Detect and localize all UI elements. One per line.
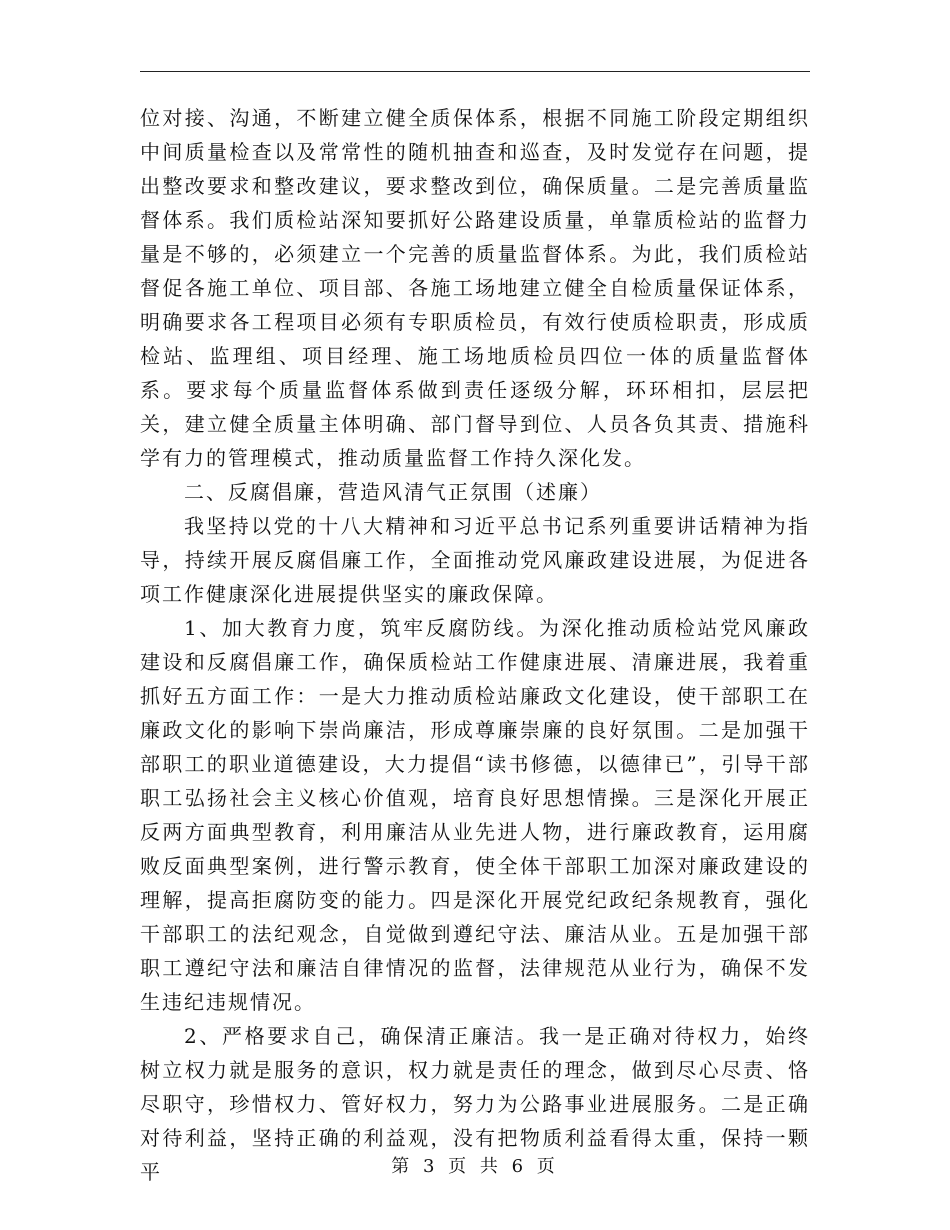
section-heading: 二、反腐倡廉，营造风清气正氛围（述廉） <box>184 480 602 504</box>
paragraph-2: 我坚持以党的十八大精神和习近平总书记系列重要讲话精神为指导，持续开展反腐倡廉工作，全面推动党风廉政建设进展，为促进各项工作健康深化进展提供坚实的廉政保障。 <box>140 514 810 606</box>
header-rule <box>140 71 810 72</box>
paragraph-1: 位对接、沟通，不断建立健全质保体系，根据不同施工阶段定期组织中间质量检查以及常常性的随机抽查和巡查，及时发觉存在问题，提出整改要求和整改建议，要求整改到位，确保质量。二是完善质量监督体系。我们质检站深知要抓好公路建设质量，单靠质检站的监督力量是不够的，必须建立一个完善的质量监督体系。为此，我们质检站督促各施工单位、项目部、各施工场地建立健全自检质量保证体系，明确要求各工程项目必须有专职质检员，有效行使质检职责，形成质检站、监理组、项目经理、施工场地质检员四位一体的质量监督体系。要求每个质量监督体系做到责任逐级分解，环环相扣，层层把关，建立健全质量主体明确、部门督导到位、人员各负其责、措施科学有力的管理模式，推动质量监督工作持久深化发。 <box>140 106 810 470</box>
paragraph-3: 1、加大教育力度，筑牢反腐防线。为深化推动质检站党风廉政建设和反腐倡廉工作，确保质检站工作健康进展、清廉进展，我着重抓好五方面工作：一是大力推动质检站廉政文化建设，使干部职工在廉政文化的影响下崇尚廉洁，形成尊廉崇廉的良好氛围。二是加强干部职工的职业道德建设，大力提倡“读书修德，以德律已”，引导干部职工弘扬社会主义核心价值观，培育良好思想情操。三是深化开展正反两方面典型教育，利用廉洁从业先进人物，进行廉政教育，运用腐败反面典型案例，进行警示教育，使全体干部职工加深对廉政建设的理解，提高拒腐防变的能力。四是深化开展党纪政纪条规教育，强化干部职工的法纪观念，自觉做到遵纪守法、廉洁从业。五是加强干部职工遵纪守法和廉洁自律情况的监督，法律规范从业行为，确保不发生违纪违规情况。 <box>140 616 810 1014</box>
page-number-footer: 第 3 页 共 6 页 <box>391 1156 559 1177</box>
document-body <box>140 101 810 1189</box>
paragraph-4: 2、严格要求自己，确保清正廉洁。我一是正确对待权力，始终树立权力就是服务的意识，权力就是责任的理念，做到尽心尽责、恪尽职守，珍惜权力、管好权力，努力为公路事业进展服务。二是正确对待利益，坚持正确的利益观，没有把物质利益看得太重，保持一颗平 <box>140 1024 810 1184</box>
